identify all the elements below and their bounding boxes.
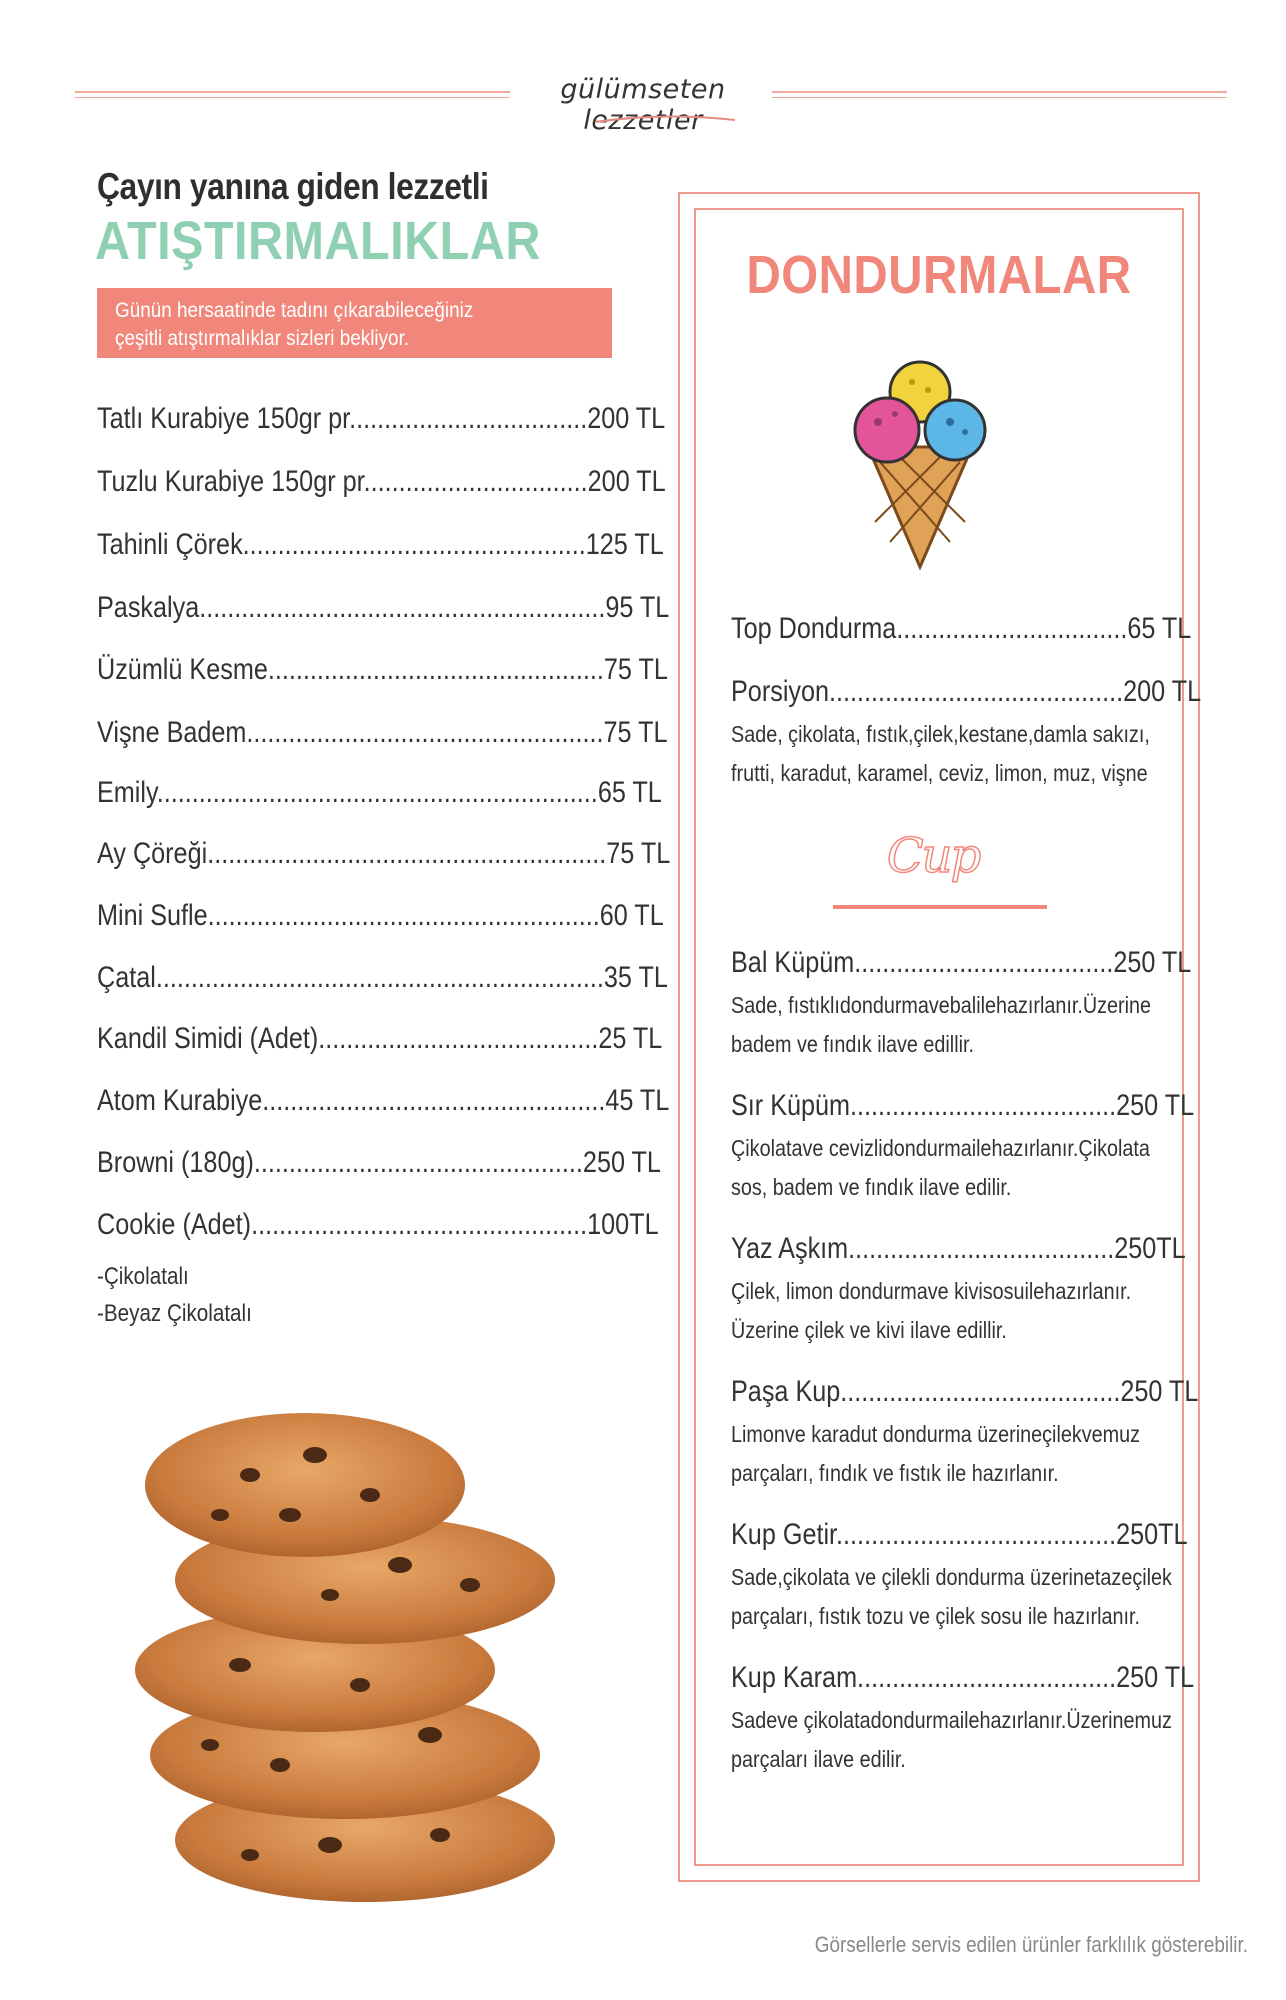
cup-item-description [731, 1701, 1172, 1779]
snack-item: Atom Kurabiye.................................................45 TL [97, 1084, 670, 1117]
cup-item-description [731, 1558, 1172, 1636]
portion-flavors-line: frutti, karadut, karamel, ceviz, limon, muz, vişne [731, 760, 1148, 786]
cup-description-line: Sadeve çikolatadondurmailehazırlanır.Üzerinemuz [731, 1707, 1172, 1733]
icecream-item-top: Top Dondurma.................................65 TL [731, 612, 1192, 645]
cup-item-name: Kup Karam.....................................250 TL [731, 1661, 1195, 1694]
cup-description-line: parçaları, fındık ve fıstık ile hazırlanır. [731, 1460, 1059, 1486]
cup-description-line: badem ve fındık ilave edillir. [731, 1031, 974, 1057]
snack-item: Mini Sufle........................................................60 TL [97, 899, 664, 932]
cup-description-line: parçaları, fıstık tozu ve çilek sosu ile hazırlanır. [731, 1603, 1140, 1629]
cup-item-description [731, 1272, 1131, 1350]
snack-item: Tuzlu Kurabiye 150gr pr................................200 TL [97, 465, 666, 498]
snacks-title: ATIŞTIRMALIKLAR [95, 211, 541, 271]
cup-item-name: Yaz Aşkım......................................250TL [731, 1232, 1186, 1265]
snack-item: Üzümlü Kesme................................................75 TL [97, 653, 668, 686]
snack-item: Cookie (Adet)................................................100TL [97, 1208, 659, 1241]
cup-description-line: Sade,çikolata ve çilekli dondurma üzerinetazeçilek [731, 1564, 1172, 1590]
cup-description-line: parçaları ilave edilir. [731, 1746, 906, 1772]
cup-item-name: Kup Getir........................................250TL [731, 1518, 1188, 1551]
header-rule-right-bottom [772, 97, 1227, 98]
snacks-intro-box [97, 288, 612, 358]
cup-description-line: Limonve karadut dondurma üzerineçilekvemuz [731, 1421, 1140, 1447]
cookie-option: -Çikolatalı [97, 1263, 189, 1290]
cup-description-line: Çikolatave cevizlidondurmailehazırlanır.Çikolata [731, 1135, 1150, 1161]
snacks-intro-line: çeşitli atıştırmalıklar sizleri bekliyor. [115, 327, 410, 350]
cup-description-line: sos, badem ve fındık ilave edilir. [731, 1174, 1012, 1200]
ice-cream-cone-icon [840, 352, 1000, 574]
snack-item: Ay Çöreği.........................................................75 TL [97, 837, 671, 870]
header-rule-left-bottom [75, 97, 510, 98]
cup-section-underline [833, 905, 1047, 909]
brand-tagline: gülümseten lezzetler [560, 74, 726, 136]
snacks-subtitle: Çayın yanına giden lezzetli [97, 166, 489, 207]
cup-item-name: Sır Küpüm......................................250 TL [731, 1089, 1195, 1122]
snack-item: Paskalya..........................................................95 TL [97, 591, 670, 624]
snack-item: Kandil Simidi (Adet)........................................25 TL [97, 1022, 663, 1055]
cup-description-line: Üzerine çilek ve kivi ilave edillir. [731, 1317, 1007, 1343]
snack-item: Vişne Badem...................................................75 TL [97, 716, 668, 749]
cookie-stack-icon [130, 1385, 570, 1915]
snack-item: Tahinli Çörek.................................................125 TL [97, 528, 664, 561]
header-rule-left-top [75, 91, 510, 93]
snacks-intro-line: Günün hersaatinde tadını çıkarabileceğiniz [115, 299, 474, 322]
snack-item: Tatlı Kurabiye 150gr pr..................................200 TL [97, 402, 666, 435]
cup-item-name: Paşa Kup........................................250 TL [731, 1375, 1199, 1408]
snack-item: Browni (180g)...............................................250 TL [97, 1146, 661, 1179]
footer-disclaimer: Görsellerle servis edilen ürünler farklılık gösterebilir. [814, 1932, 1248, 1957]
cup-description-line: Sade, fıstıklıdondurmavebalilehazırlanır.Üzerine [731, 992, 1152, 1018]
cup-section-label: Cup [886, 828, 980, 884]
cup-item-description [731, 986, 1151, 1064]
cup-description-line: Çilek, limon dondurmave kivisosuilehazırlanır. [731, 1278, 1132, 1304]
portion-description [731, 715, 1150, 793]
snack-item: Çatal................................................................35 TL [97, 961, 668, 994]
cup-item-description [731, 1129, 1150, 1207]
snack-item: Emily...............................................................65 TL [97, 776, 662, 809]
icecream-title: DONDURMALAR [746, 245, 1132, 305]
portion-flavors-line: Sade, çikolata, fıstık,çilek,kestane,damla sakızı, [731, 721, 1150, 747]
cup-item-description [731, 1415, 1140, 1493]
cup-item-name: Bal Küpüm.....................................250 TL [731, 946, 1192, 979]
brand-swoosh-icon [590, 108, 740, 128]
header-rule-right-top [772, 91, 1227, 93]
icecream-item-portion: Porsiyon..........................................200 TL [731, 675, 1202, 708]
cookie-option: -Beyaz Çikolatalı [97, 1300, 252, 1327]
